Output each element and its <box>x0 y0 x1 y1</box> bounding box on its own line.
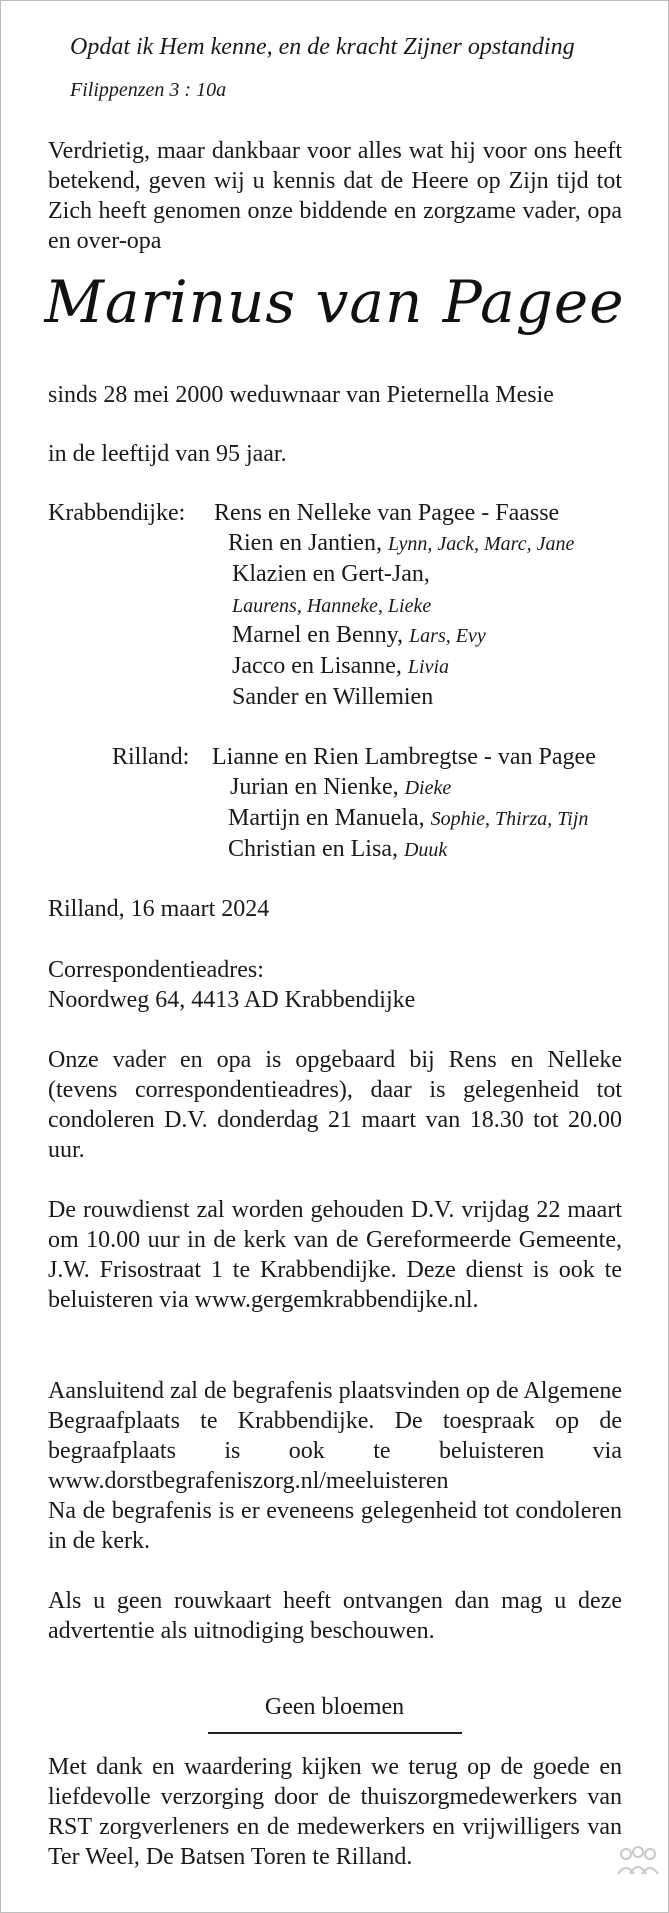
family-line-children: Sophie, Thirza, Tijn <box>430 808 589 830</box>
deceased-name: Marinus van Pagee <box>44 268 625 336</box>
family-main-rilland: Lianne en Rien Lambregtse - van Pagee <box>212 744 596 770</box>
family-line <box>230 772 451 803</box>
family-line-names: Jacco en Lisanne, <box>232 653 402 679</box>
verse-reference: Filippenzen 3 : 10a <box>70 79 227 101</box>
family-line <box>232 651 449 682</box>
intro-paragraph: Verdrietig, maar dankbaar voor alles wat hij voor ons heeft betekend, geven wij u kennis dat de Heere op Zijn tijd tot Zich heeft genomen onze biddende en zorgzame vader, opa en over-opa <box>48 138 622 254</box>
family-line-children: Duuk <box>403 839 448 861</box>
family-line <box>228 834 447 865</box>
service-paragraph: De rouwdienst zal worden gehouden D.V. vrijdag 22 maart om 10.00 uur in de kerk van de Gereformeerde Gemeente, J.W. Frisostraat 1 te Krabbendijke. Deze dienst is ook te beluisteren via www.gergemkrabbendijke.nl. <box>48 1197 622 1313</box>
family-line-names: Klazien en Gert-Jan, <box>232 561 430 587</box>
family-line-children: Lars, Evy <box>409 625 486 647</box>
family-place-rilland: Rilland: <box>112 744 190 770</box>
age-line: in de leeftijd van 95 jaar. <box>48 441 287 467</box>
family-main-krabbendijke: Rens en Nelleke van Pagee - Faasse <box>214 500 560 526</box>
family-line-names: Christian en Lisa, <box>228 836 398 862</box>
correspondence-label: Correspondentieadres: <box>48 957 264 983</box>
family-line <box>232 559 430 589</box>
family-line <box>232 620 486 651</box>
thanks-paragraph: Met dank en waardering kijken we terug op de goede en liefdevolle verzorging door de thuiszorgmedewerkers van RST zorgverleners en de medewerkers en vrijwilligers van Ter Weel, De Batsen Toren te Rilland. <box>48 1754 622 1870</box>
verse-text: Opdat ik Hem kenne, en de kracht Zijner opstanding <box>70 34 575 60</box>
family-line-children: Livia <box>407 656 450 678</box>
family-line-children: Dieke <box>404 777 452 799</box>
people-icon <box>616 1844 660 1878</box>
widower-line: sinds 28 mei 2000 weduwnaar van Pieternella Mesie <box>48 382 554 408</box>
family-line <box>232 590 431 621</box>
family-line <box>232 682 433 712</box>
correspondence-address: Noordweg 64, 4413 AD Krabbendijke <box>48 987 416 1013</box>
family-line-children: Lynn, Jack, Marc, Jane <box>387 533 575 555</box>
family-line-names: Marnel en Benny, <box>232 622 404 648</box>
no-flowers: Geen bloemen <box>264 1694 405 1720</box>
family-line <box>228 528 574 559</box>
family-line-names: Martijn en Manuela, <box>228 805 425 831</box>
family-place-krabbendijke: Krabbendijke: <box>48 500 186 526</box>
family-line <box>228 803 588 834</box>
funeral-paragraph: Aansluitend zal de begrafenis plaatsvinden op de Algemene Begraafplaats te Krabbendijke. De toespraak op de begraafplaats is ook te beluisteren via www.dorstbegrafeniszorg.nl/meeluisteren <box>48 1378 622 1494</box>
invitation-paragraph: Als u geen rouwkaart heeft ontvangen dan mag u deze advertentie als uitnodiging beschouwen. <box>48 1588 622 1644</box>
place-date: Rilland, 16 maart 2024 <box>48 896 270 922</box>
family-line-names: Sander en Willemien <box>232 684 434 710</box>
viewing-paragraph: Onze vader en opa is opgebaard bij Rens en Nelleke (tevens correspondentieadres), daar is gelegenheid tot condoleren D.V. donderdag 21 maart van 18.30 tot 20.00 uur. <box>48 1047 622 1163</box>
family-line-names: Rien en Jantien, <box>228 530 382 556</box>
funeral-after-paragraph: Na de begrafenis is er eveneens gelegenheid tot condoleren in de kerk. <box>48 1498 622 1554</box>
family-line-names: Jurian en Nienke, <box>230 774 399 800</box>
divider-rule <box>208 1732 462 1734</box>
family-line-children: Laurens, Hanneke, Lieke <box>232 595 432 617</box>
